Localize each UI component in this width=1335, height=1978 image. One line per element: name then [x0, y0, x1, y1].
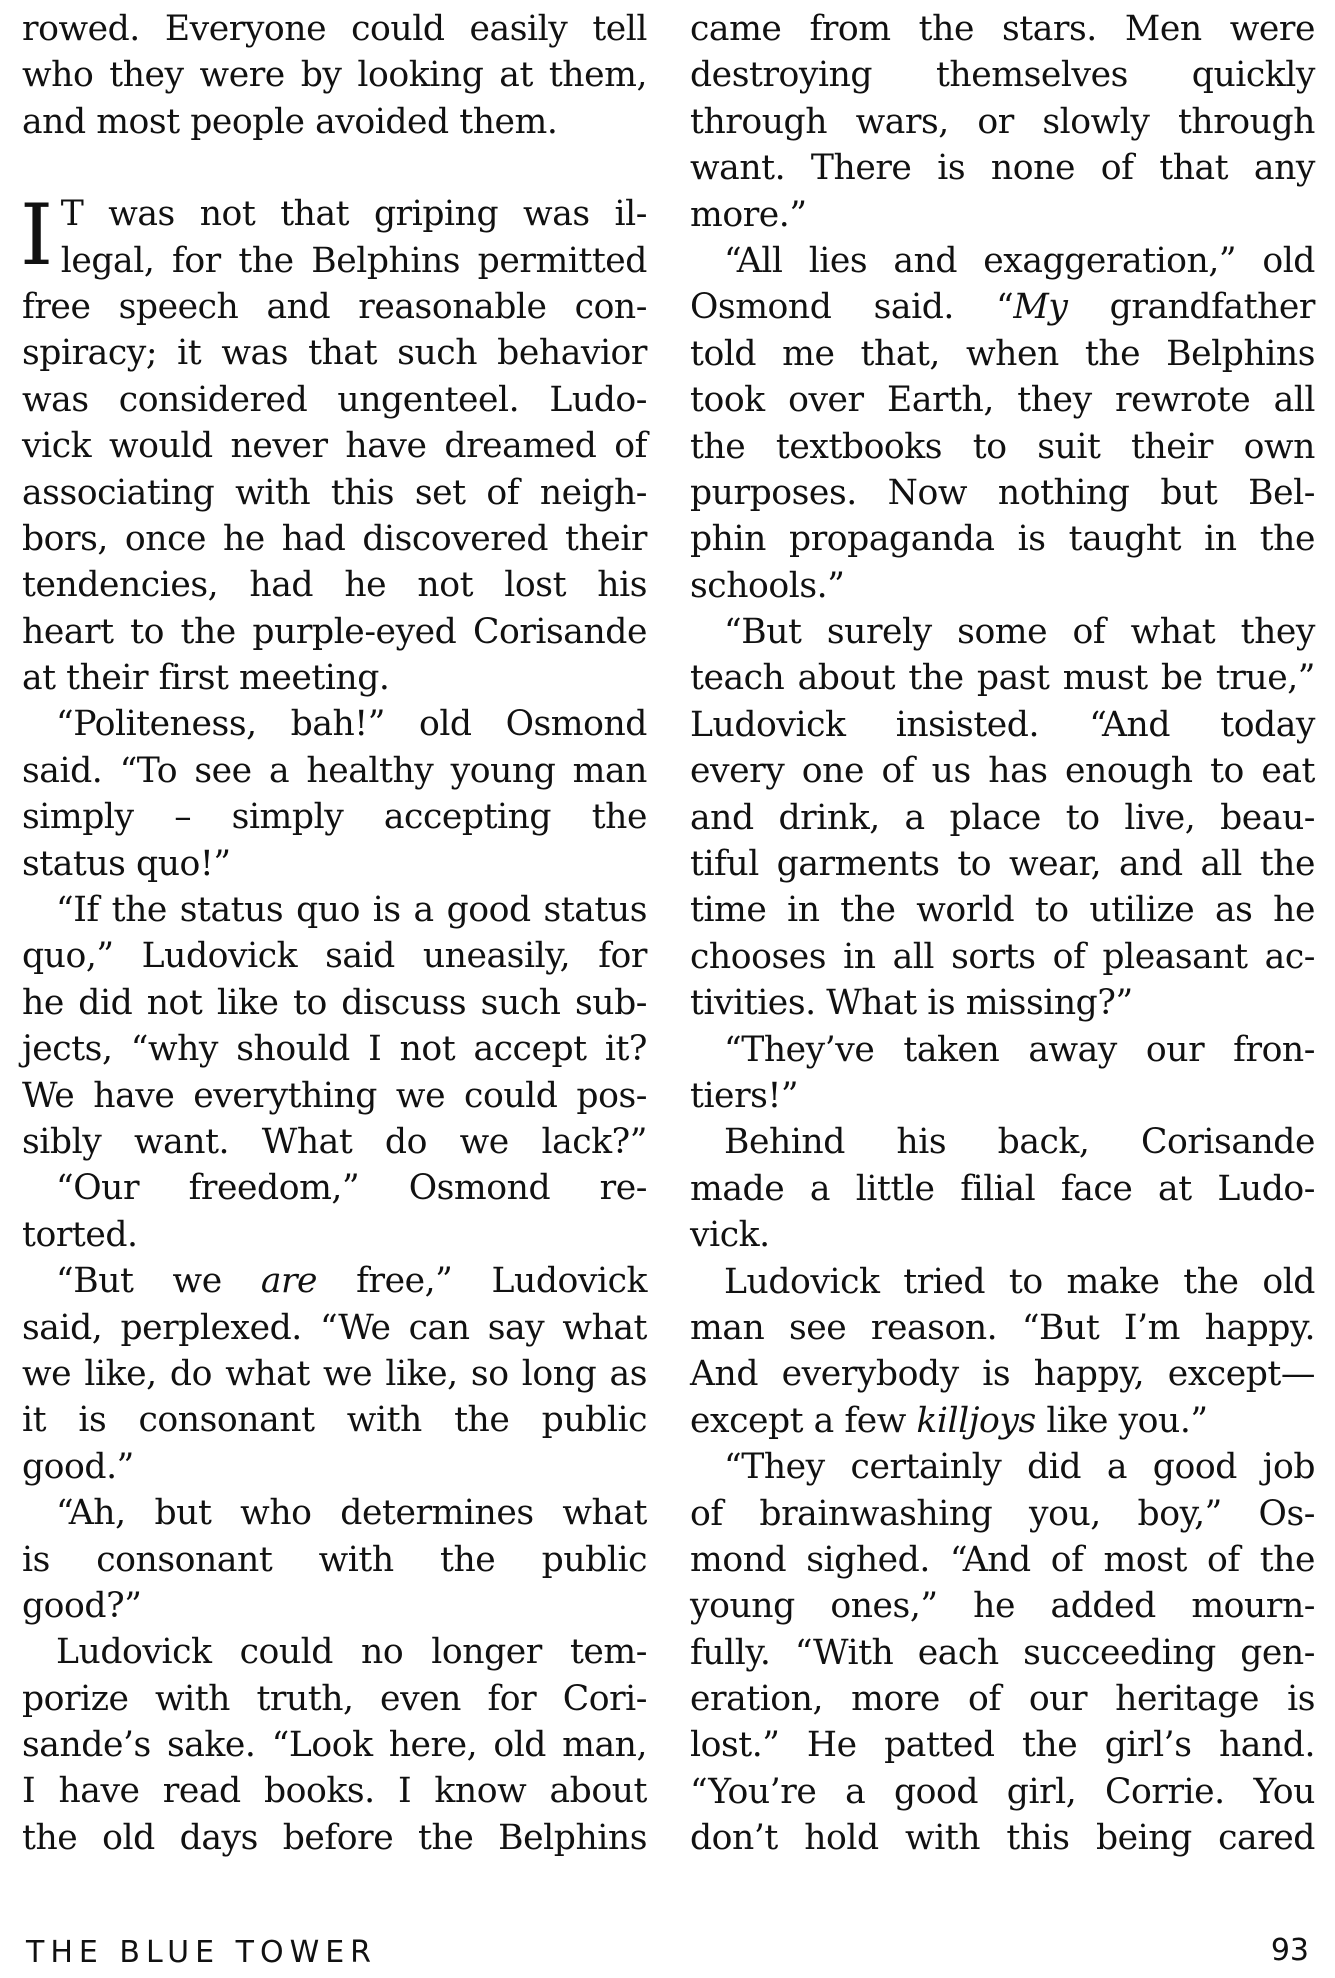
text-line: took over Earth, they rewrote all [690, 380, 1315, 421]
text-line: made a little filial face at Ludo- [690, 1168, 1315, 1209]
text-line: every one of us has enough to eat [690, 751, 1315, 792]
running-title: THE BLUE TOWER [26, 1935, 378, 1970]
text-line: spiracy; it was that such behavior [22, 333, 647, 374]
text-line: “But surely some of what they [724, 612, 1315, 653]
drop-cap: I [20, 186, 53, 285]
text-line: I have read books. I know about [22, 1771, 647, 1812]
page-number: 93 [1270, 1933, 1309, 1968]
text-line: it is consonant with the public [22, 1400, 647, 1441]
text-line: eration, more of our heritage is [690, 1679, 1315, 1720]
text-line: bors, once he had discovered their [22, 518, 647, 559]
text-line: fully. “With each succeeding gen- [690, 1632, 1315, 1673]
paragraph-gap [22, 145, 647, 191]
text-line: Ludovick tried to make the old [724, 1261, 1315, 1302]
text-line: “They’ve taken away our fron- [724, 1029, 1315, 1070]
text-line: schools.” [690, 565, 845, 606]
text-line: time in the world to utilize as he [690, 890, 1315, 931]
text-line: was considered ungenteel. Ludo- [22, 379, 647, 420]
text-line: quo,” Ludovick said uneasily, for [22, 936, 647, 977]
text-line: porize with truth, even for Cori- [22, 1678, 647, 1719]
text-line: heart to the purple-eyed Corisande [22, 611, 647, 652]
text-line: he did not like to discuss such sub- [22, 982, 647, 1023]
text-line: teach about the past must be true,” [690, 658, 1315, 699]
text-line: of brainwashing you, boy,” Os- [690, 1493, 1315, 1534]
text-line: through wars, or slowly through [690, 101, 1315, 142]
text-line: “They certainly did a good job [724, 1447, 1315, 1488]
text-line: the textbooks to suit their own [690, 426, 1315, 467]
text-line: phin propaganda is taught in the [690, 519, 1315, 560]
text-line: tiers!” [690, 1075, 799, 1116]
text-line: free speech and reasonable con- [22, 286, 647, 327]
text-line: vick would never have dreamed of [22, 426, 647, 467]
text-line: mond sighed. “And of most of the [690, 1539, 1315, 1580]
text-line: “If the status quo is a good status [56, 890, 647, 931]
text-line: tiful garments to wear, and all the [690, 844, 1315, 885]
text-line: Behind his back, Corisande [724, 1122, 1315, 1163]
text-line: except a few killjoys like you.” [690, 1400, 1208, 1441]
text-line: vick. [690, 1215, 770, 1256]
text-line: “Politeness, bah!” old Osmond [56, 704, 647, 745]
text-line: “But we are free,” Ludovick [56, 1261, 647, 1302]
text-line: rowed. Everyone could easily tell [22, 9, 647, 49]
text-line: status quo!” [22, 843, 231, 884]
text-line: at their first meeting. [22, 658, 390, 699]
text-line: sibly want. What do we lack?” [22, 1121, 647, 1162]
text-line: “You’re a good girl, Corrie. You [690, 1771, 1315, 1812]
text-line: tendencies, had he not lost his [22, 565, 647, 606]
text-line: Ludovick could no longer tem- [56, 1632, 647, 1673]
text-line: And everybody is happy, except— [690, 1354, 1315, 1395]
text-line: purposes. Now nothing but Bel- [690, 472, 1315, 513]
text-line: “Ah, but who determines what [56, 1493, 647, 1534]
text-line: sande’s sake. “Look here, old man, [22, 1725, 647, 1766]
text-line: Ludovick insisted. “And today [690, 704, 1315, 745]
text-line: tivities. What is missing?” [690, 983, 1133, 1024]
text-line: said, perplexed. “We can say what [22, 1307, 647, 1348]
text-line: simply – simply accepting the [22, 797, 647, 838]
text-line: associating with this set of neigh- [22, 472, 647, 513]
text-line: want. There is none of that any [690, 148, 1315, 189]
text-line: don’t hold with this being cared [690, 1818, 1315, 1859]
text-line: said. “To see a healthy young man [22, 750, 647, 791]
text-line: “Our freedom,” Osmond re- [56, 1168, 647, 1209]
text-line: lost.” He patted the girl’s hand. [690, 1725, 1315, 1766]
text-line: told me that, when the Belphins [690, 333, 1315, 374]
text-line: the old days before the Belphins [22, 1817, 647, 1858]
text-line: jects, “why should I not accept it? [22, 1029, 647, 1070]
text-line: and drink, a place to live, beau- [690, 797, 1315, 838]
text-line: is consonant with the public [22, 1539, 647, 1580]
text-line: legal, for the Belphins permitted [60, 240, 647, 281]
left-text-column [22, 6, 647, 1861]
text-line: man see reason. “But I’m happy. [690, 1307, 1315, 1348]
text-line: We have everything we could pos- [22, 1075, 647, 1116]
text-line: and most people avoided them. [22, 101, 558, 142]
text-line: torted. [22, 1214, 138, 1255]
text-line: more.” [690, 194, 807, 235]
right-text-column [690, 6, 1315, 1862]
text-line: good?” [22, 1585, 142, 1626]
text-line-rest: T was not that griping was il- [60, 194, 647, 235]
text-line: Osmond said. “My grandfather [690, 287, 1315, 328]
text-line: destroying themselves quickly [690, 55, 1315, 96]
text-line: young ones,” he added mourn- [690, 1586, 1315, 1627]
text-line: chooses in all sorts of pleasant ac- [690, 936, 1315, 977]
text-line: came from the stars. Men were [690, 9, 1315, 49]
text-line: good.” [22, 1446, 134, 1487]
text-line: we like, do what we like, so long as [22, 1353, 647, 1394]
text-line: who they were by looking at them, [22, 55, 647, 96]
text-line: “All lies and exaggeration,” old [724, 240, 1315, 281]
